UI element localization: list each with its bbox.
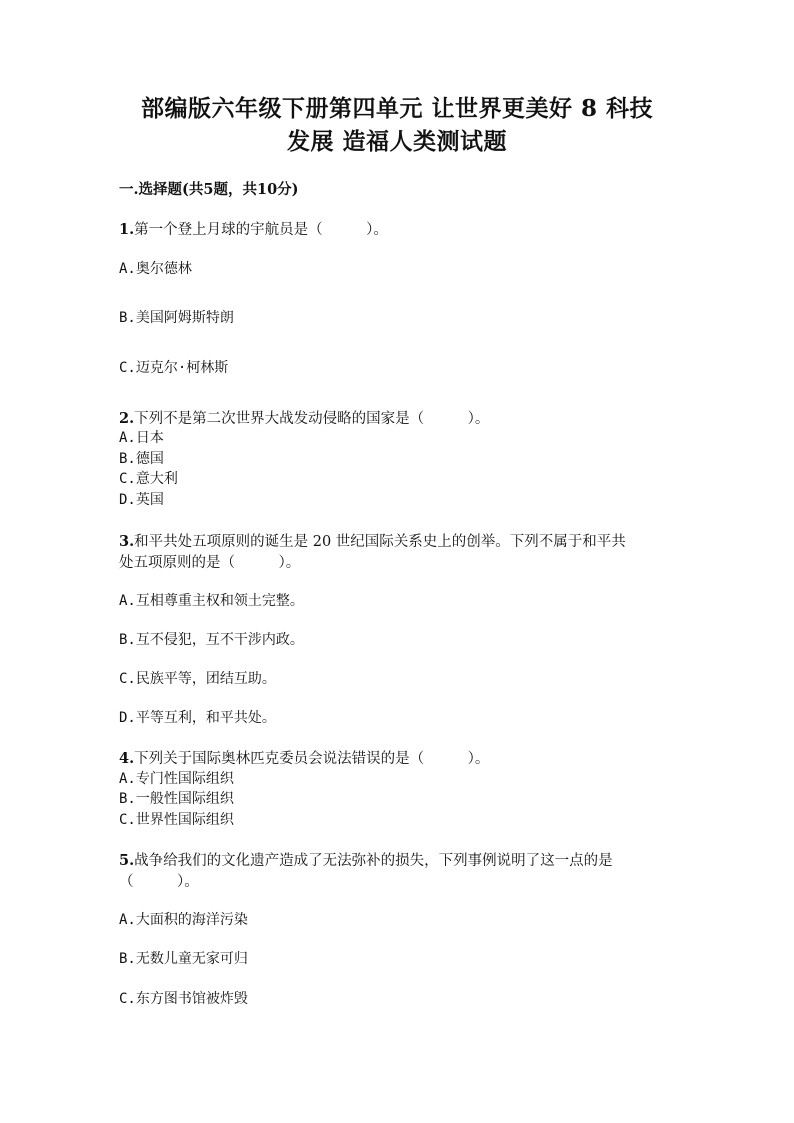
section-heading: 一.选择题(共5题，共10分) <box>119 181 299 198</box>
question-3-option-d: D.平等互利，和平共处。 <box>119 710 276 726</box>
question-text: 第一个登上月球的宇航员是（ ）。 <box>134 222 388 238</box>
question-number: 1. <box>119 221 135 238</box>
question-number: 2. <box>119 410 135 427</box>
question-3-option-b: B.互不侵犯，互不干涉内政。 <box>119 632 304 648</box>
question-3-option-a: A.互相尊重主权和领土完整。 <box>119 593 304 609</box>
question-1-option-a: A.奥尔德林 <box>119 261 192 277</box>
title-line-1: 部编版六年级下册第四单元 让世界更美好 8 科技 <box>140 95 654 122</box>
question-4-option-b: B.一般性国际组织 <box>119 791 234 807</box>
question-number: 5. <box>119 852 135 869</box>
question-5-option-a: A.大面积的海洋污染 <box>119 912 248 928</box>
question-2-option-b: B.德国 <box>119 451 164 467</box>
question-2-option-c: C.意大利 <box>119 471 178 487</box>
question-3 <box>119 530 626 551</box>
question-number: 3. <box>119 533 135 550</box>
question-3-option-c: C.民族平等，团结互助。 <box>119 671 276 687</box>
document-title <box>120 95 674 155</box>
question-4-option-c: C.世界性国际组织 <box>119 812 234 828</box>
question-1-option-b: B.美国阿姆斯特朗 <box>119 310 234 326</box>
question-5-option-b: B.无数儿童无家可归 <box>119 951 248 967</box>
question-1-option-c: C.迈克尔·柯林斯 <box>119 360 229 376</box>
question-5-option-c: C.东方图书馆被炸毁 <box>119 991 248 1007</box>
question-3-line-2: 处五项原则的是（ ）。 <box>119 555 301 571</box>
question-4 <box>119 747 489 768</box>
question-2-option-d: D.英国 <box>119 492 164 508</box>
question-2-option-a: A.日本 <box>119 430 164 446</box>
question-number: 4. <box>119 750 135 767</box>
title-line-2: 发展 造福人类测试题 <box>286 127 507 155</box>
question-4-option-a: A.专门性国际组织 <box>119 771 234 787</box>
question-5-line-2: （ ）。 <box>119 874 199 890</box>
question-text-line-1: 战争给我们的文化遗产造成了无法弥补的损失，下列事例说明了这一点的是 <box>134 853 613 869</box>
question-5 <box>119 849 613 870</box>
question-text: 下列关于国际奥林匹克委员会说法错误的是（ ）。 <box>134 751 490 767</box>
question-text-line-1: 和平共处五项原则的诞生是 20 世纪国际关系史上的创举。下列不属于和平共 <box>134 534 626 550</box>
question-2 <box>119 407 489 428</box>
question-text: 下列不是第二次世界大战发动侵略的国家是（ ）。 <box>134 411 490 427</box>
question-1 <box>119 218 388 239</box>
